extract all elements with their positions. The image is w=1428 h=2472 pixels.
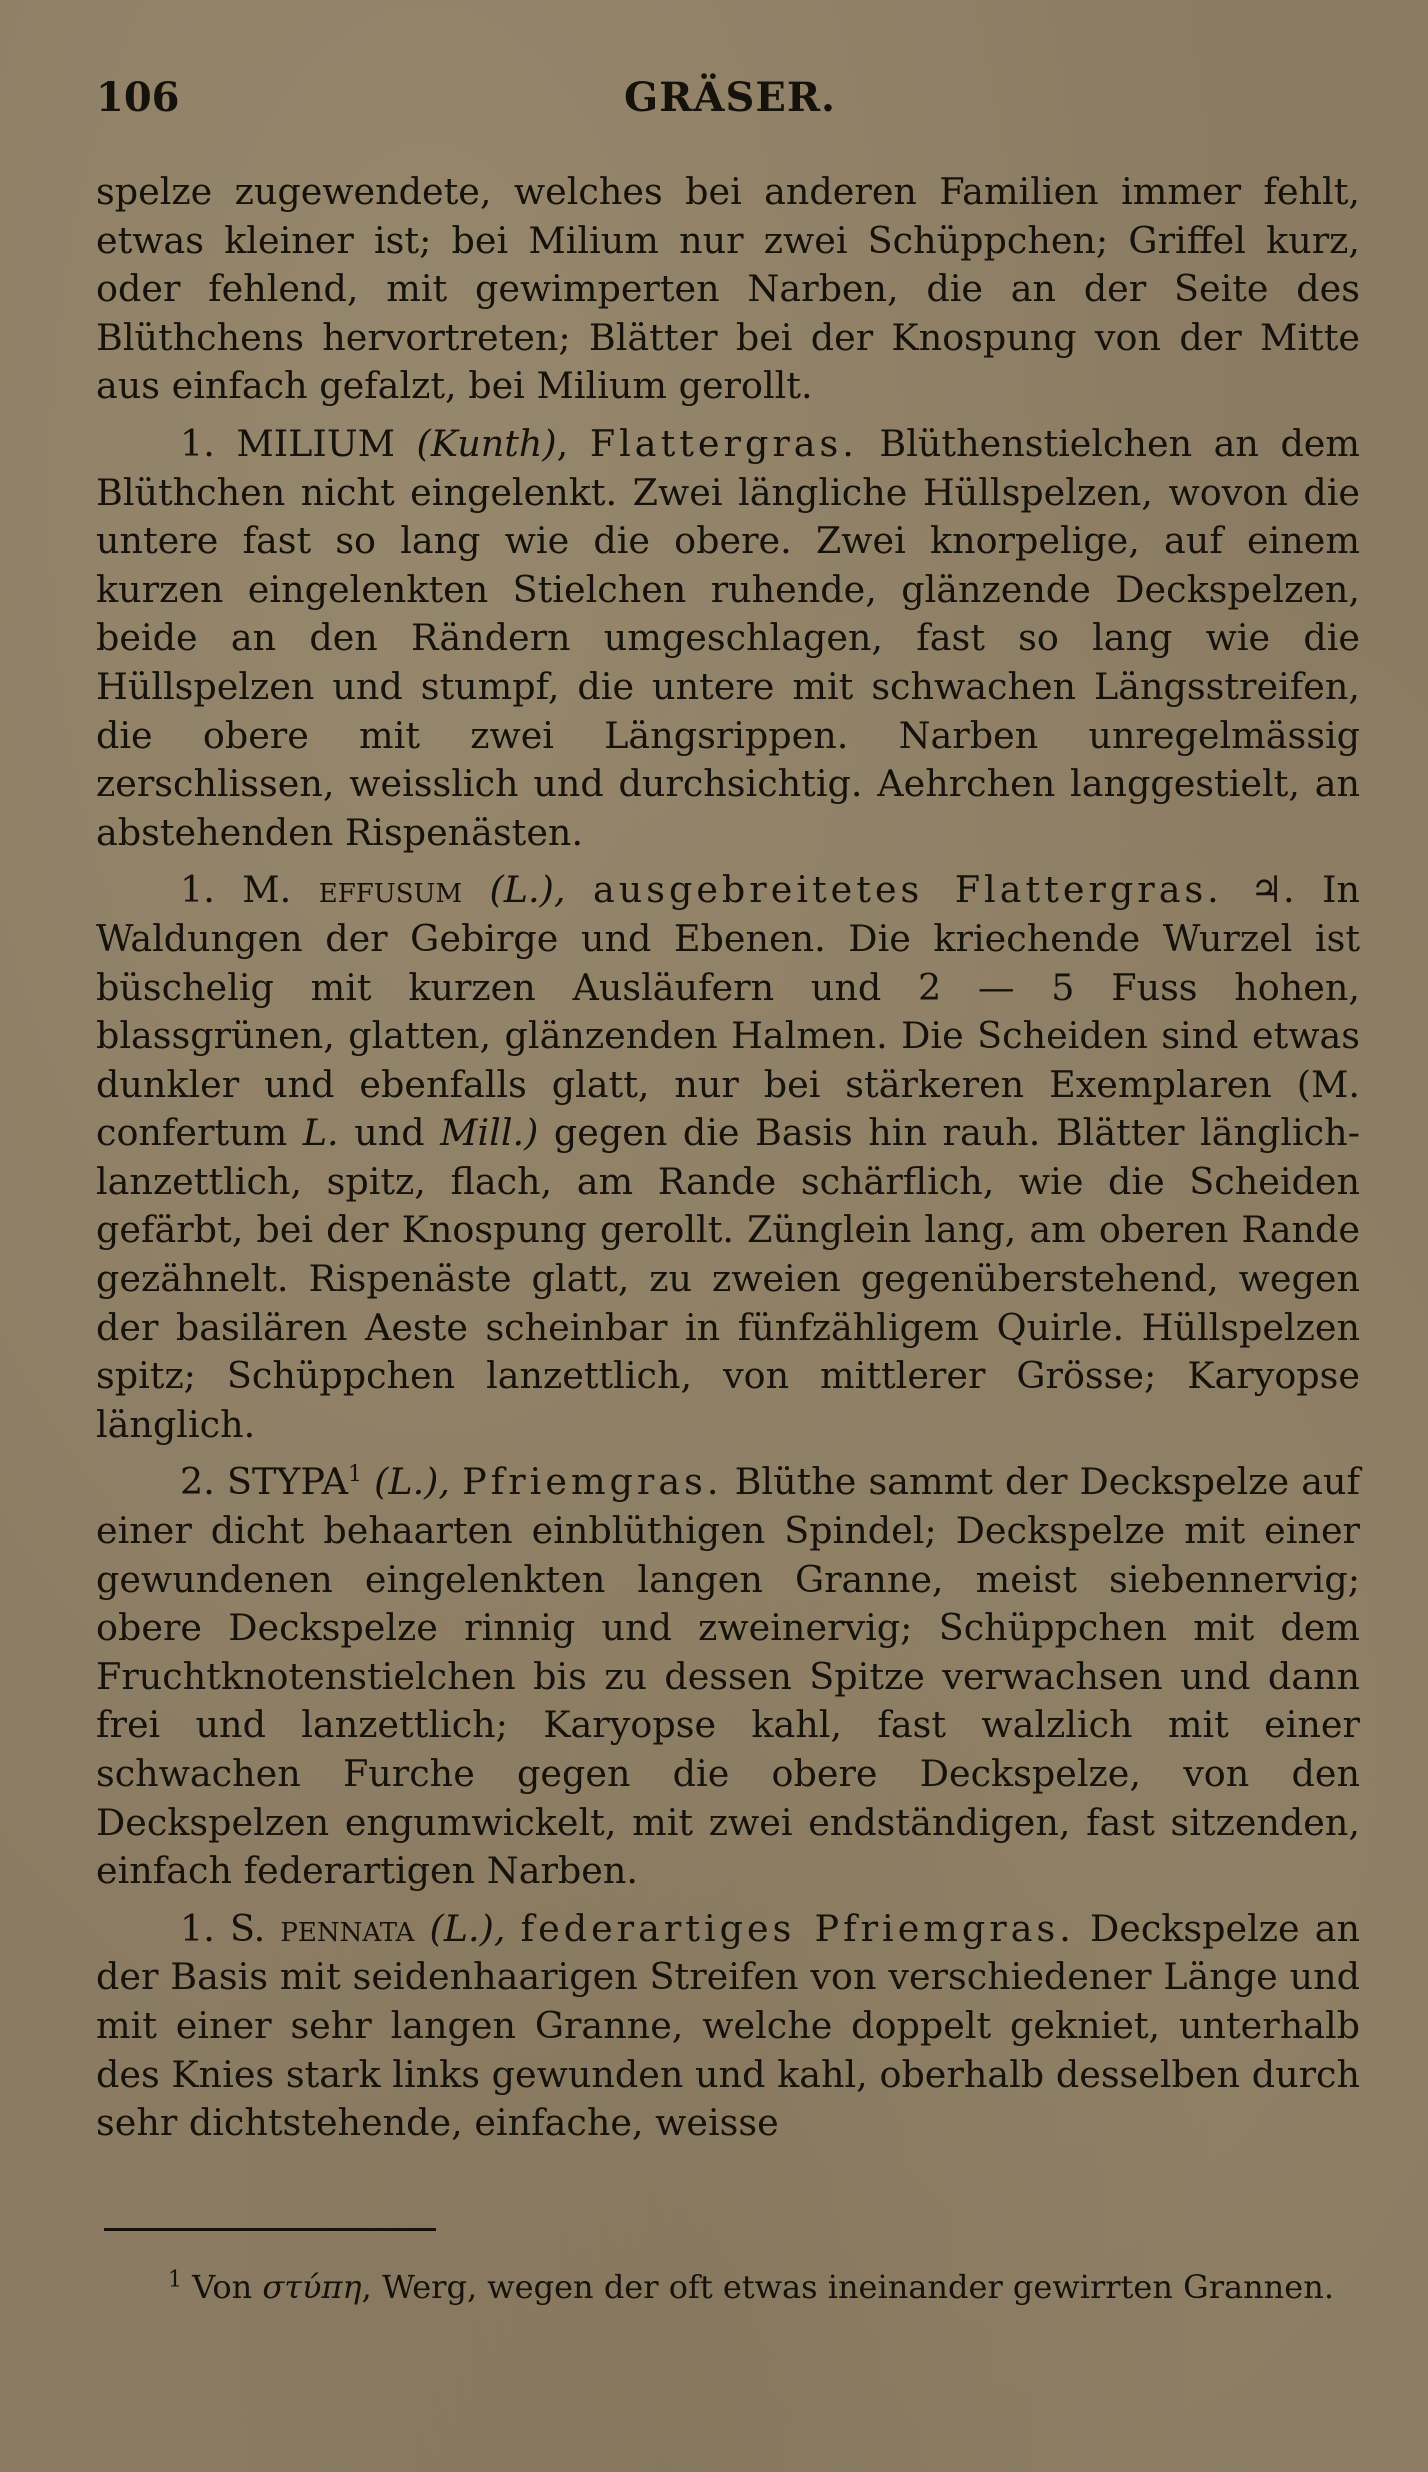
page-header (96, 74, 1336, 134)
species-entry-stypa-pennata (96, 1905, 1360, 2148)
genus-abbrev: M. (242, 868, 292, 912)
genus-entry-stypa (96, 1458, 1360, 1895)
species-epithet: pennata (280, 1906, 415, 1950)
perennial-symbol: ♃. (1250, 868, 1295, 912)
entry-text: Blüthenstielchen an dem Blüthchen nicht eingelenkt. Zwei längliche Hüllspelzen, wovon die untere fast so lang wie die obere. Zwei knorpelige, auf einem kurzen eingelenkten Stielchen ruhende, glänzende Deckspelzen, beide an den Rändern umgeschlagen, fast so lang wie die Hüllspelzen und stumpf, die untere mit schwachen Längsstreifen, die obere mit zwei Längsrippen. Narben unregelmässig zerschlissen, weisslich und durchsichtig. Aehrchen langgestielt, an abstehenden Rispenästen. (96, 421, 1361, 854)
body-text (96, 168, 1360, 2148)
author-citation: (L.), (374, 1460, 451, 1504)
page-number: 106 (96, 74, 180, 121)
running-head: GRÄSER. (624, 74, 836, 121)
footnote-mark: 1 (168, 2267, 182, 2293)
entry-number: 1. (180, 868, 215, 912)
footnote-text: , Werg, wegen der oft etwas ineinander gewirrten Grannen. (361, 2268, 1334, 2306)
author-citation: Mill.) (440, 1111, 539, 1155)
species-entry-milium-effusum (96, 866, 1360, 1449)
genus-abbrev: S. (229, 1906, 266, 1950)
separator: , (556, 421, 569, 465)
paragraph-text: spelze zugewendete, welches bei anderen Familien immer fehlt, etwas kleiner ist; bei Milium nur zwei Schüppchen; Griffel kurz, oder fehlend, mit gewimperten Narben, die an der Seite des Blüthchens hervortreten; Blätter bei der Knospung von der Mitte aus einfach gefalzt, bei Milium gerollt. (96, 170, 1360, 408)
common-name: federartiges Pfriemgras. (520, 1906, 1075, 1950)
author-citation: L. (302, 1111, 339, 1155)
genus-name: STYPA (226, 1460, 348, 1504)
entry-text: In Waldungen der Gebirge und Ebenen. Die kriechende Wurzel ist büschelig mit kurzen Ausläufern und 2 — 5 Fuss hohen, blassgrünen, glatten, glänzenden Halmen. Die Scheiden sind etwas dunkler und ebenfalls glatt, nur bei stärkeren Exemplaren (M. confertum (96, 868, 1360, 1155)
footnote-divider (104, 2228, 436, 2231)
author-citation: (L.), (489, 868, 566, 912)
entry-number: 1. (180, 421, 215, 465)
footnote (168, 2266, 1368, 2308)
paragraph-continuation (96, 168, 1360, 411)
common-name: Pfriemgras. (462, 1460, 723, 1504)
genus-entry-milium (96, 420, 1360, 857)
entry-number: 2. (180, 1460, 215, 1504)
conjunction: und (354, 1111, 425, 1155)
footnote-reference: 1 (347, 1462, 362, 1488)
entry-number: 1. (180, 1906, 215, 1950)
common-name: ausgebreitetes Flattergras. (592, 868, 1223, 912)
genus-name: MILIUM (236, 421, 395, 465)
author-citation: (Kunth) (416, 421, 557, 465)
species-epithet: effusum (318, 868, 463, 912)
common-name: Flattergras. (589, 421, 858, 465)
entry-text: Deckspelze an der Basis mit seidenhaarigen Streifen von verschiedener Länge und mit einer sehr langen Granne, welche doppelt gekniet, unterhalb des Knies stark links gewunden und kahl, oberhalb desselben durch sehr dichtstehende, einfache, weisse (96, 1906, 1360, 2145)
entry-text: gegen die Basis hin rauh. Blätter länglich-lanzettlich, spitz, flach, am Rande schärflich, wie die Scheiden gefärbt, bei der Knospung gerollt. Zünglein lang, am oberen Rande gezähnelt. Rispenäste glatt, zu zweien gegenüberstehend, wegen der basilären Aeste scheinbar in fünfzähligem Quirle. Hüllspelzen spitz; Schüppchen lanzettlich, von mittlerer Grösse; Karyopse länglich. (96, 1111, 1360, 1446)
footnote-lead: Von (192, 2268, 253, 2306)
author-citation: (L.), (429, 1906, 506, 1950)
entry-text: Blüthe sammt der Deckspelze auf einer dicht behaarten einblüthigen Spindel; Deckspelze mit einer gewundenen eingelenkten langen Granne, meist siebennervig; obere Deckspelze rinnig und zweinervig; Schüppchen mit dem Fruchtknotenstielchen bis zu dessen Spitze verwachsen und dann frei und lanzettlich; Karyopse kahl, fast walzlich mit einer schwachen Furche gegen die obere Deckspelze, von den Deckspelzen engumwickelt, mit zwei endständigen, fast sitzenden, einfach federartigen Narben. (96, 1460, 1361, 1893)
footnote-greek-word: στύπη (262, 2268, 362, 2306)
